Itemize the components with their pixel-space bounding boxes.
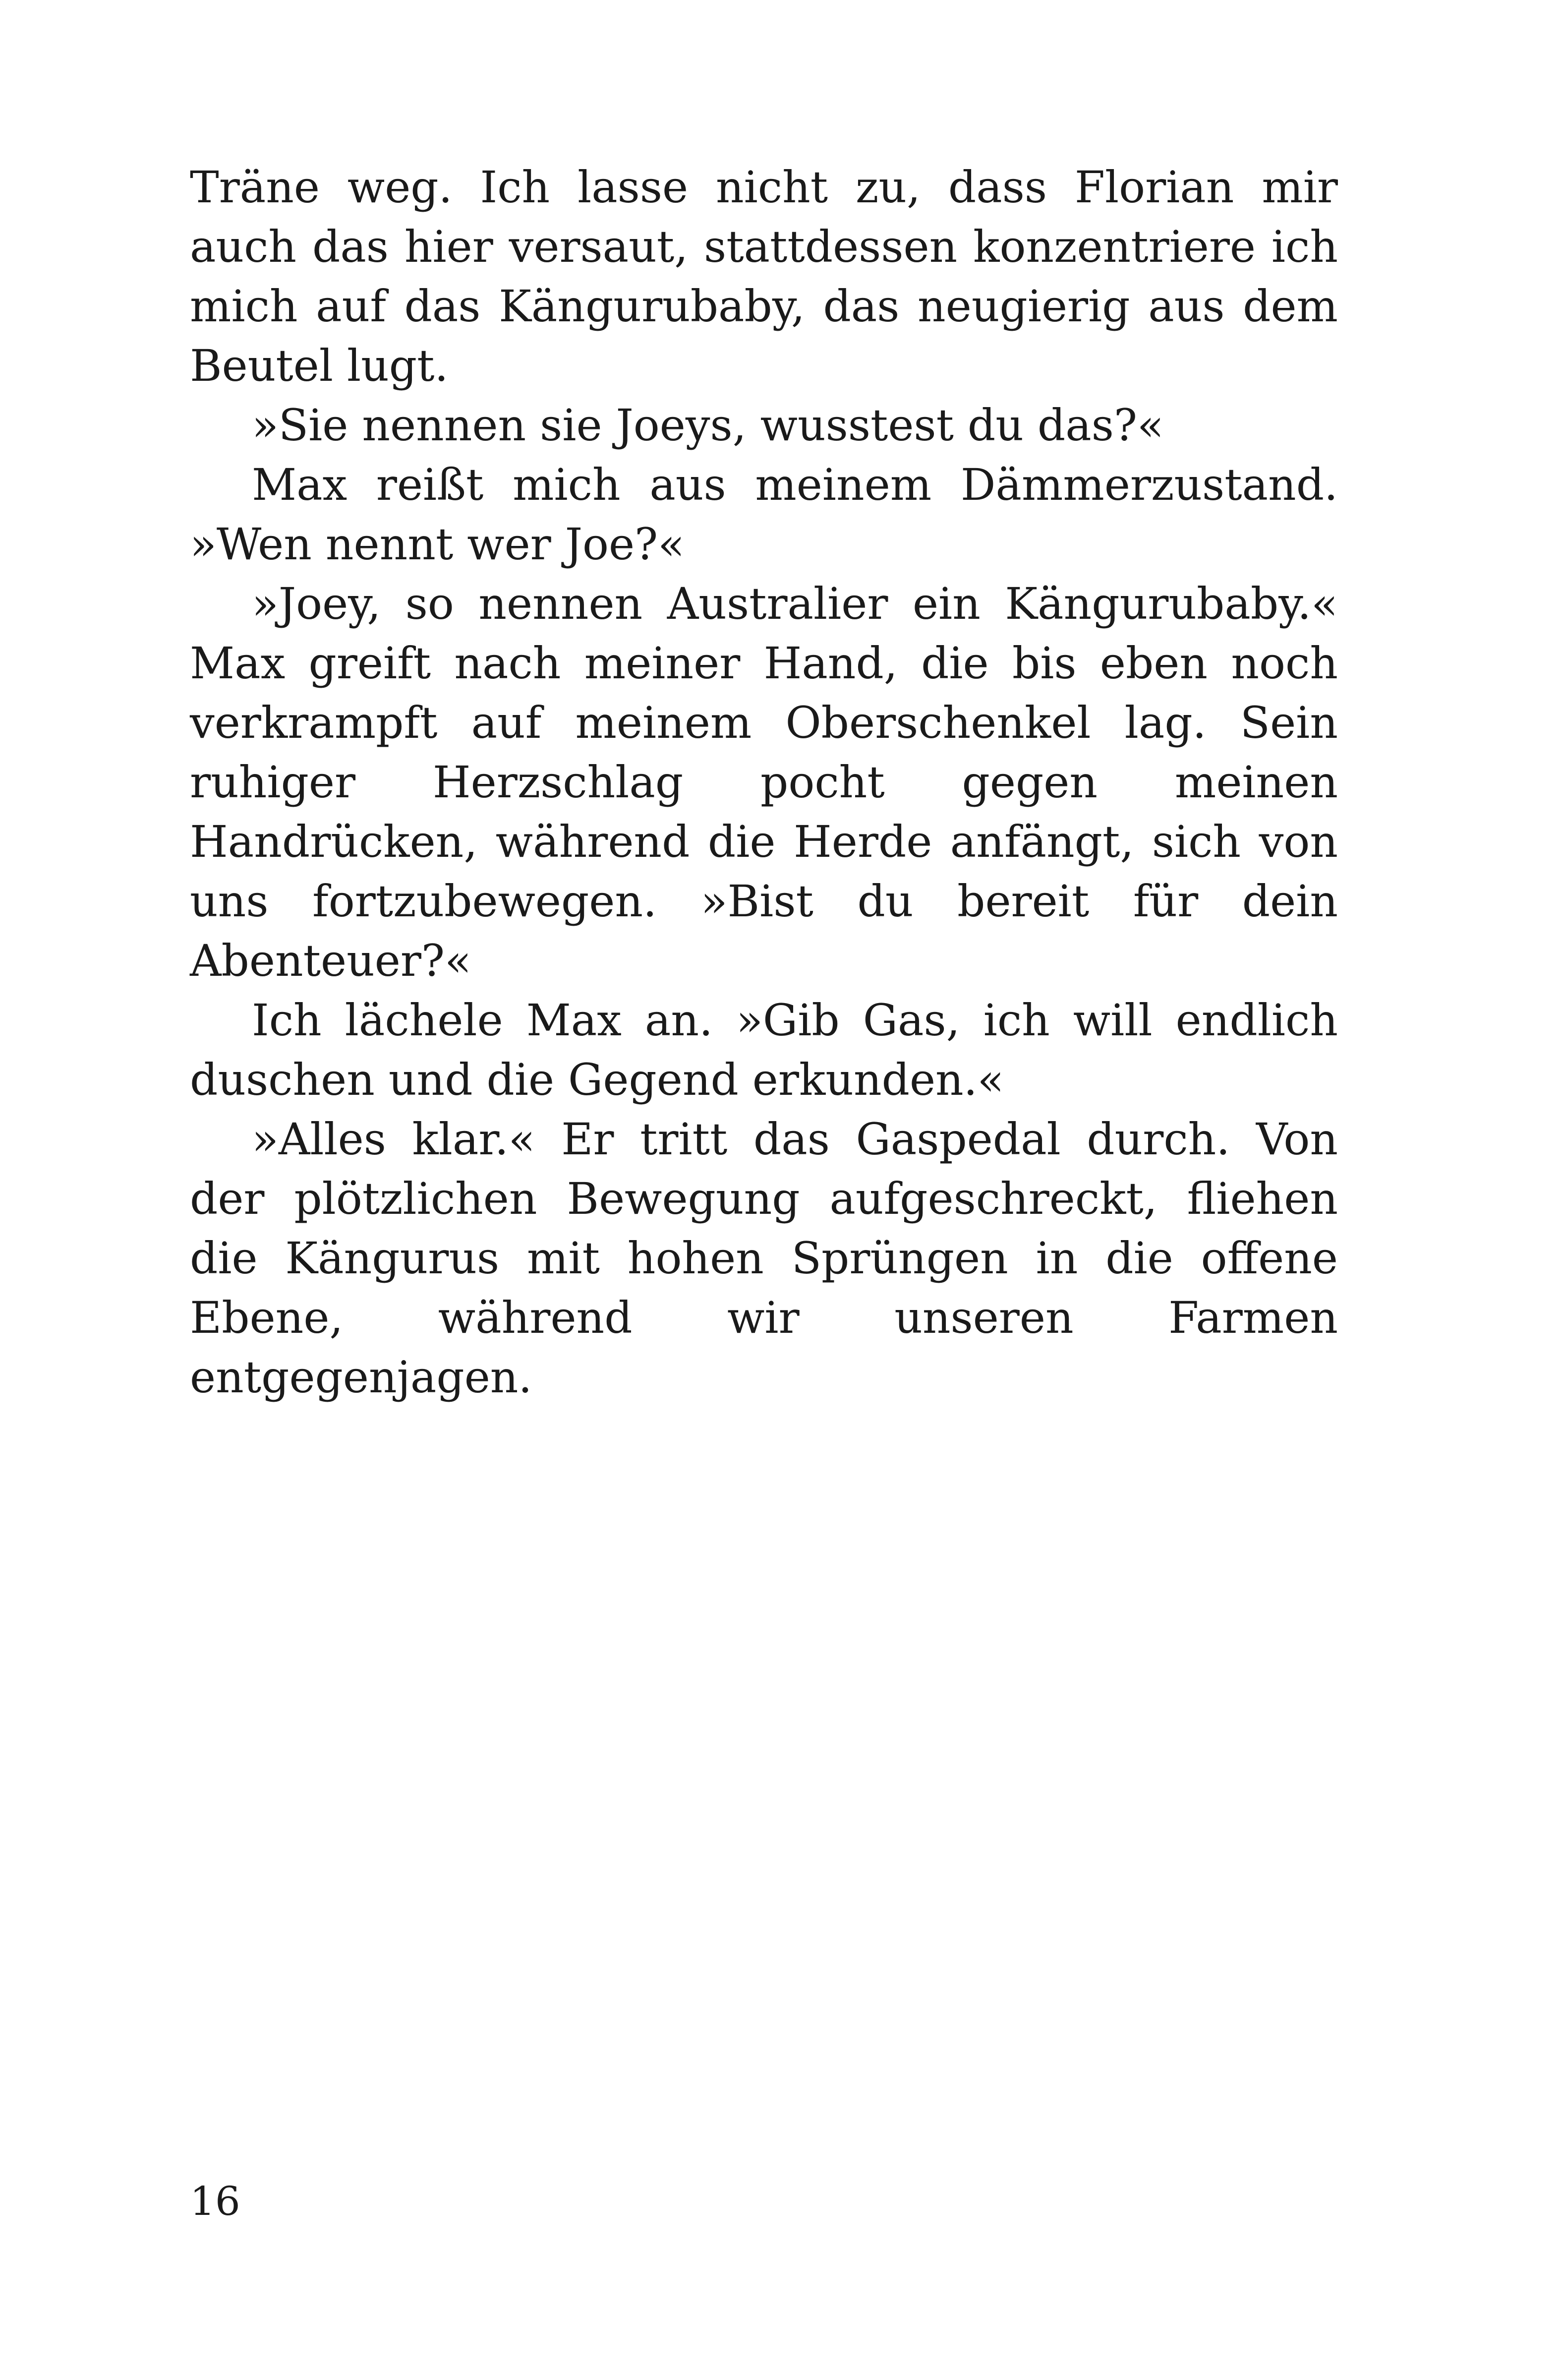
paragraph-2: »Sie nennen sie Joeys, wusstest du das?« bbox=[252, 400, 1164, 451]
body-text bbox=[190, 158, 1338, 1407]
paragraph-5: Ich lächele Max an. »Gib Gas, ich will endlich duschen und die Gegend erkunden.« bbox=[190, 995, 1338, 1105]
page-number: 16 bbox=[190, 2178, 240, 2224]
paragraph-4: »Joey, so nennen Australier ein Kängurubaby.« Max greift nach meiner Hand, die bis eben noch verkrampft auf meinem Oberschenkel lag. Sein ruhiger Herzschlag pocht gegen meinen Handrücken, während die Herde anfängt, sich von uns fortzubewegen. »Bist du bereit für dein Abenteuer?« bbox=[190, 578, 1338, 986]
paragraph-1: Träne weg. Ich lasse nicht zu, dass Florian mir auch das hier versaut, stattdessen konzentriere ich mich auf das Kängurubaby, das neugierig aus dem Beutel lugt. bbox=[190, 162, 1338, 391]
paragraph-3: Max reißt mich aus meinem Dämmerzustand. »Wen nennt wer Joe?« bbox=[190, 459, 1338, 570]
paragraph-6: »Alles klar.« Er tritt das Gaspedal durch. Von der plötzlichen Bewegung aufgeschreckt, fliehen die Kängurus mit hohen Sprüngen in die offene Ebene, während wir unseren Farmen entgegenjagen. bbox=[190, 1114, 1338, 1403]
